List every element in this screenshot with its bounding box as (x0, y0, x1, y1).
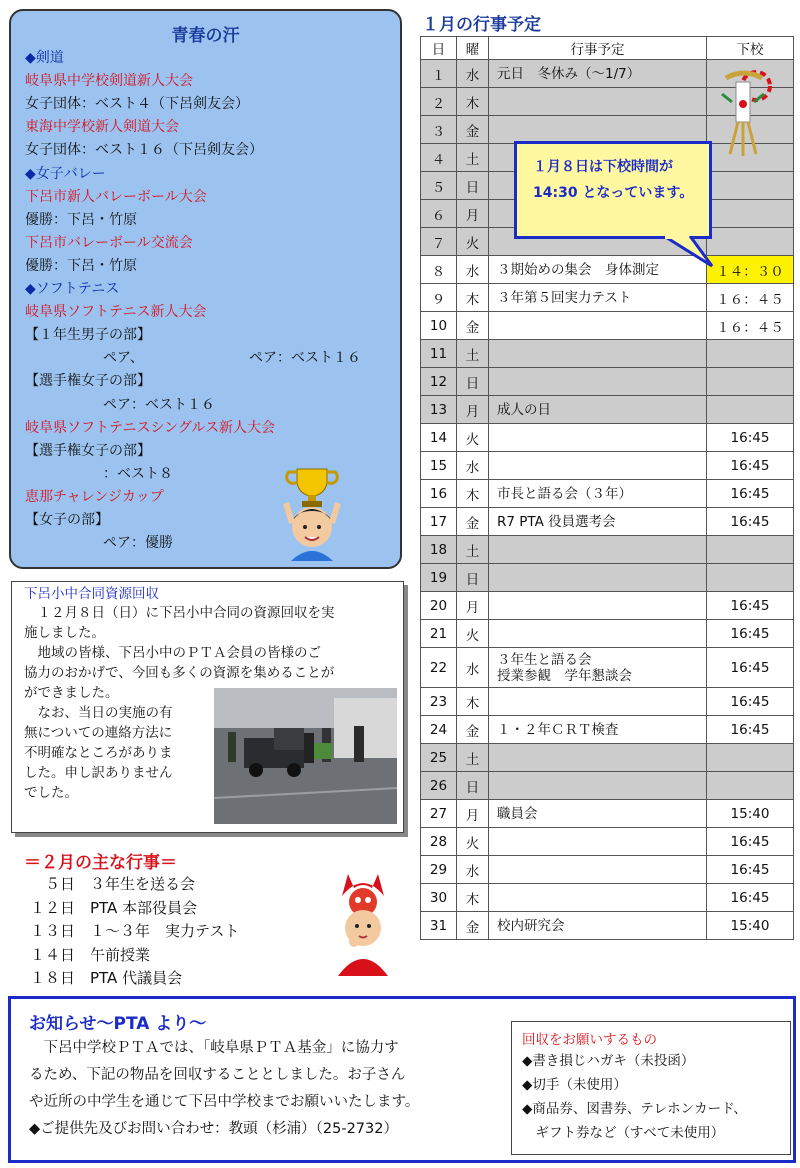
schedule-weekday: 火 (457, 228, 489, 256)
schedule-day: 23 (421, 688, 457, 716)
schedule-row (421, 716, 794, 744)
new-year-decoration-illustration (716, 64, 772, 156)
recycle-line: 地域の皆様、下呂小中のＰＴＡ会員の皆様のご (24, 645, 321, 661)
schedule-weekday: 金 (457, 912, 489, 940)
recycle-line: 協力のおかげで、今回も多くの資源を集めることが (24, 665, 335, 681)
schedule-weekday: 金 (457, 116, 489, 144)
schedule-event (489, 284, 707, 312)
schedule-row (421, 480, 794, 508)
schedule-weekday: 金 (457, 716, 489, 744)
pta-notice-line: るため、下記の物品を回収することとしました。お子さん (29, 1067, 406, 1083)
feb-events-title: ＝２月の主な行事＝ (24, 853, 177, 873)
schedule-weekday: 金 (457, 312, 489, 340)
schedule-event-text: ３期始めの集会 身体測定 (497, 261, 659, 278)
sports-title: 青春の汗 (171, 26, 240, 46)
schedule-row (421, 368, 794, 396)
sports-line: 【選手権女子の部】 (25, 373, 151, 390)
january-schedule-title: １月の行事予定 (422, 15, 541, 35)
schedule-weekday: 水 (457, 452, 489, 480)
schedule-weekday: 土 (457, 536, 489, 564)
schedule-weekday: 火 (457, 424, 489, 452)
schedule-day: ７ (421, 228, 457, 256)
schedule-dismissal-time: 16:45 (707, 480, 794, 508)
feb-event-item: ５日 ３年生を送る会 (30, 875, 196, 893)
schedule-weekday: 日 (457, 564, 489, 592)
schedule-day: ６ (421, 200, 457, 228)
schedule-dismissal-time: 16:45 (707, 508, 794, 536)
schedule-row (421, 744, 794, 772)
schedule-dismissal-time (707, 744, 794, 772)
schedule-event-text: ３年生と語る会 (497, 651, 592, 668)
schedule-day: 30 (421, 884, 457, 912)
collection-item: ◆書き損じハガキ（未投函） (522, 1053, 695, 1069)
schedule-day: 12 (421, 368, 457, 396)
schedule-dismissal-time: 16:45 (707, 856, 794, 884)
sports-line: 優勝：下呂・竹原 (25, 211, 137, 228)
schedule-day: ８ (421, 256, 457, 284)
schedule-event-text: 成人の日 (497, 401, 551, 418)
schedule-event (489, 60, 707, 88)
schedule-event (489, 396, 707, 424)
schedule-row (421, 828, 794, 856)
schedule-event (489, 716, 707, 744)
schedule-event (489, 620, 707, 648)
schedule-weekday: 木 (457, 884, 489, 912)
schedule-dismissal-time: 16:45 (707, 828, 794, 856)
schedule-row (421, 312, 794, 340)
callout-text: １月８日は下校時間が 14:30 となっています。 (533, 159, 694, 201)
schedule-event (489, 424, 707, 452)
sports-line: 岐阜県ソフトテニス新人大会 (25, 304, 207, 321)
schedule-weekday: 火 (457, 620, 489, 648)
schedule-event-text: １・２年ＣＲＴ検査 (497, 721, 619, 738)
recycle-line: 不明確なところがありま (24, 745, 173, 761)
schedule-event (489, 912, 707, 940)
schedule-event-text-2: 授業参観 学年懇談会 (497, 667, 632, 684)
collection-item: ◆商品券、図書券、テレホンカード、 (522, 1101, 747, 1117)
schedule-weekday: 月 (457, 800, 489, 828)
schedule-weekday: 日 (457, 772, 489, 800)
schedule-row (421, 800, 794, 828)
sports-line: ：ベスト８ (103, 465, 173, 482)
schedule-weekday: 金 (457, 508, 489, 536)
schedule-event (489, 856, 707, 884)
schedule-header-row (421, 37, 794, 60)
header-event: 行事予定 (489, 37, 707, 60)
schedule-event-text: 元日 冬休み（～1/7） (497, 65, 641, 82)
header-dismissal: 下校 (707, 37, 794, 60)
schedule-event (489, 480, 707, 508)
schedule-dismissal-time (707, 564, 794, 592)
feb-event-item: １８日 PTA 代議員会 (30, 969, 183, 987)
collection-items-box (511, 1021, 791, 1155)
sports-line: 東海中学校新人剣道大会 (25, 119, 179, 136)
sports-line: 優勝：下呂・竹原 (25, 257, 137, 274)
schedule-event (489, 564, 707, 592)
pta-notice-line: や近所の中学生を通じて下呂中学校までお願いいたします。 (29, 1094, 420, 1110)
schedule-dismissal-time: 16:45 (707, 648, 794, 688)
oni-mask-kid-illustration (330, 872, 396, 976)
schedule-day: 20 (421, 592, 457, 620)
schedule-event-text: R7 PTA 役員選考会 (497, 513, 616, 530)
dismissal-time-callout (514, 141, 712, 239)
schedule-weekday: 水 (457, 856, 489, 884)
schedule-day: ５ (421, 172, 457, 200)
schedule-event-text: 市長と語る会（３年） (497, 485, 632, 502)
sports-line: 下呂市バレーボール交流会 (25, 234, 193, 251)
header-day: 日 (421, 37, 457, 60)
schedule-event (489, 312, 707, 340)
sports-line: 【女子の部】 (25, 512, 109, 528)
schedule-day: 15 (421, 452, 457, 480)
schedule-day: 10 (421, 312, 457, 340)
collection-item: ◆切手（未使用） (522, 1077, 627, 1093)
feb-event-item: １４日 午前授業 (30, 945, 151, 964)
schedule-day: 13 (421, 396, 457, 424)
schedule-day: 22 (421, 648, 457, 688)
schedule-dismissal-time: 15:40 (707, 800, 794, 828)
schedule-event-text: 職員会 (497, 805, 538, 822)
schedule-day: 27 (421, 800, 457, 828)
schedule-day: 24 (421, 716, 457, 744)
schedule-weekday: 木 (457, 688, 489, 716)
schedule-event (489, 116, 707, 144)
sports-line: 下呂市新人バレーボール大会 (25, 188, 207, 205)
schedule-day: ４ (421, 144, 457, 172)
schedule-day: 14 (421, 424, 457, 452)
sports-line: 恵那チャレンジカップ (25, 488, 164, 505)
pta-notice-line: 下呂中学校ＰＴＡでは、「岐阜県ＰＴＡ基金」に協力す (29, 1040, 399, 1056)
schedule-day: 19 (421, 564, 457, 592)
schedule-day: 28 (421, 828, 457, 856)
schedule-weekday: 月 (457, 396, 489, 424)
schedule-row (421, 452, 794, 480)
sports-line: ペア：優勝 (103, 535, 173, 552)
header-weekday: 曜 (457, 37, 489, 60)
schedule-day: ９ (421, 284, 457, 312)
schedule-dismissal-time: 16:45 (707, 620, 794, 648)
schedule-dismissal-time (707, 368, 794, 396)
recycle-line: でした。 (24, 785, 78, 801)
schedule-weekday: 月 (457, 592, 489, 620)
sports-line: 女子団体：ベスト１６（下呂剣友会） (25, 142, 263, 159)
schedule-weekday: 月 (457, 200, 489, 228)
schedule-day: 31 (421, 912, 457, 940)
recycle-line: なお、当日の実施の有 (24, 705, 173, 721)
schedule-dismissal-time: 15:40 (707, 912, 794, 940)
schedule-row (421, 564, 794, 592)
schedule-weekday: 土 (457, 144, 489, 172)
sports-line: ◆女子バレー (25, 165, 106, 182)
recycle-line: 無についての連絡方法に (24, 725, 173, 741)
feb-event-item: １３日 １～３年 実力テスト (30, 922, 240, 940)
schedule-row (421, 340, 794, 368)
sports-line: 【１年生男子の部】 (25, 327, 151, 344)
schedule-event (489, 828, 707, 856)
schedule-event (489, 536, 707, 564)
schedule-event (489, 648, 707, 688)
schedule-event-text: ３年第５回実力テスト (497, 289, 632, 306)
schedule-event (489, 688, 707, 716)
schedule-row (421, 592, 794, 620)
schedule-row (421, 688, 794, 716)
schedule-day: 11 (421, 340, 457, 368)
schedule-dismissal-time: 16:45 (707, 592, 794, 620)
schedule-row (421, 396, 794, 424)
trophy-kid-illustration (277, 463, 347, 561)
schedule-weekday: 日 (457, 172, 489, 200)
schedule-row (421, 256, 794, 284)
schedule-dismissal-time (707, 200, 794, 228)
schedule-dismissal-time: １６：４５ (707, 284, 794, 312)
pta-notice-box (8, 996, 796, 1163)
schedule-dismissal-time: 16:45 (707, 688, 794, 716)
schedule-event (489, 88, 707, 116)
schedule-event (489, 772, 707, 800)
schedule-row (421, 884, 794, 912)
schedule-day: ３ (421, 116, 457, 144)
schedule-day: 18 (421, 536, 457, 564)
schedule-day: 17 (421, 508, 457, 536)
schedule-row (421, 912, 794, 940)
schedule-day: 29 (421, 856, 457, 884)
sports-line: 岐阜県ソフトテニスシングルス新人大会 (25, 419, 275, 436)
schedule-dismissal-time: 16:45 (707, 424, 794, 452)
schedule-weekday: 水 (457, 648, 489, 688)
schedule-day: 16 (421, 480, 457, 508)
schedule-dismissal-time (707, 536, 794, 564)
schedule-row (421, 536, 794, 564)
schedule-event-text: 校内研究会 (497, 917, 565, 934)
schedule-event (489, 452, 707, 480)
schedule-row (421, 856, 794, 884)
schedule-row (421, 648, 794, 688)
schedule-day: １ (421, 60, 457, 88)
schedule-weekday: 水 (457, 60, 489, 88)
schedule-weekday: 土 (457, 340, 489, 368)
collection-item: ギフト券など（すべて未使用） (522, 1125, 725, 1141)
recycle-title: 下呂小中合同資源回収 (24, 586, 159, 602)
schedule-day: 25 (421, 744, 457, 772)
schedule-row (421, 424, 794, 452)
schedule-row (421, 620, 794, 648)
sports-line: ペア、 (103, 350, 144, 367)
schedule-event (489, 800, 707, 828)
schedule-dismissal-time (707, 172, 794, 200)
schedule-weekday: 火 (457, 828, 489, 856)
sports-line: ◆剣道 (25, 50, 64, 66)
schedule-dismissal-time: 16:45 (707, 884, 794, 912)
schedule-weekday: 日 (457, 368, 489, 396)
schedule-day: ２ (421, 88, 457, 116)
schedule-weekday: 水 (457, 256, 489, 284)
schedule-row (421, 508, 794, 536)
schedule-dismissal-time: 16:45 (707, 452, 794, 480)
schedule-row (421, 772, 794, 800)
schedule-event (489, 340, 707, 368)
schedule-event (489, 884, 707, 912)
schedule-dismissal-time (707, 772, 794, 800)
schedule-weekday: 木 (457, 284, 489, 312)
schedule-day: 26 (421, 772, 457, 800)
schedule-day: 21 (421, 620, 457, 648)
sports-results-box (9, 9, 402, 569)
schedule-weekday: 木 (457, 88, 489, 116)
schedule-event (489, 508, 707, 536)
schedule-dismissal-time: 16:45 (707, 716, 794, 744)
feb-event-item: １２日 PTA 本部役員会 (30, 898, 198, 917)
sports-line-extra: ペア：ベスト１６ (249, 350, 361, 367)
sports-line: 女子団体：ベスト４（下呂剣友会） (25, 96, 249, 113)
recycle-line: １２月８日（日）に下呂小中合同の資源回収を実 (24, 605, 335, 621)
sports-line: 岐阜県中学校剣道新人大会 (25, 73, 193, 90)
recycle-line: ができました。 (24, 685, 119, 701)
schedule-dismissal-time: １４：３０ (707, 256, 794, 284)
sports-line: ペア：ベスト１６ (103, 396, 215, 413)
schedule-event (489, 368, 707, 396)
callout-pointer (660, 236, 720, 270)
schedule-weekday: 木 (457, 480, 489, 508)
schedule-dismissal-time (707, 340, 794, 368)
schedule-dismissal-time (707, 396, 794, 424)
schedule-weekday: 土 (457, 744, 489, 772)
schedule-event (489, 592, 707, 620)
collection-items-title: 回収をお願いするもの (522, 1032, 657, 1048)
schedule-row (421, 284, 794, 312)
pta-notice-line: ◆ご提供先及びお問い合わせ：教頭（杉浦）（25-2732） (29, 1121, 398, 1137)
schedule-event (489, 744, 707, 772)
photo-illustration (214, 688, 397, 824)
sports-line: 【選手権女子の部】 (25, 442, 151, 459)
schedule-dismissal-time: １６：４５ (707, 312, 794, 340)
sports-line: ◆ソフトテニス (25, 281, 120, 297)
recycling-event-photo (214, 688, 397, 824)
recycle-line: 施しました。 (24, 625, 105, 641)
pta-notice-title: お知らせ～PTA より～ (29, 1014, 207, 1034)
recycle-line: した。申し訳ありません (24, 765, 173, 781)
resource-recycling-box (11, 581, 404, 833)
